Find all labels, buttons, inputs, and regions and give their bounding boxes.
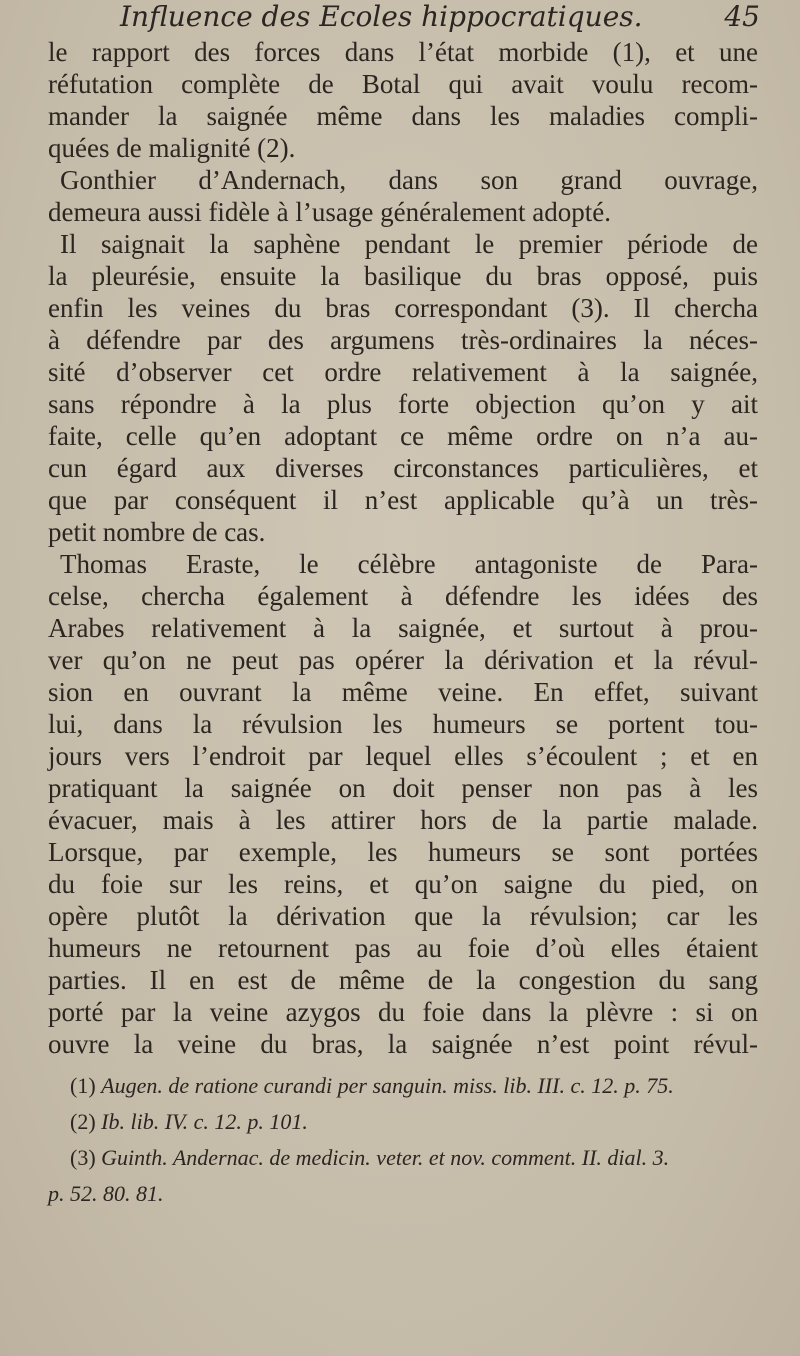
footnote (48, 1068, 758, 1104)
text-line: sans répondre à la plus forte objection qu’on y ait (48, 389, 758, 419)
text-line: pratiquant la saignée on doit penser non pas à les (48, 773, 758, 803)
text-line: humeurs ne retournent pas au foie d’où elles étaient (48, 933, 758, 963)
text-line: que par conséquent il n’est applicable qu’à un très- (48, 485, 758, 515)
text-line: réfutation complète de Botal qui avait voulu recom- (48, 69, 758, 99)
text-line: Arabes relativement à la saignée, et surtout à prou- (48, 613, 758, 643)
footnote-marker: (1) (70, 1073, 96, 1098)
text-line: enfin les veines du bras correspondant (3). Il chercha (48, 293, 758, 323)
text-line: sion en ouvrant la même veine. En effet, suivant (48, 677, 758, 707)
text-line: Lorsque, par exemple, les humeurs se sont portées (48, 837, 758, 867)
text-line: Gonthier d’Andernach, dans son grand ouvrage, (60, 165, 758, 195)
text-line: à défendre par des argumens très-ordinaires la néces- (48, 325, 758, 355)
body-text (48, 36, 758, 1060)
text-line: porté par la veine azygos du foie dans la plèvre : si on (48, 997, 758, 1027)
text-line: cun égard aux diverses circonstances particulières, et (48, 453, 758, 483)
text-line: parties. Il en est de même de la congestion du sang (48, 965, 758, 995)
text-line: petit nombre de cas. (48, 517, 266, 547)
page-number: 45 (724, 0, 760, 33)
text-line: le rapport des forces dans l’état morbide (1), et une (48, 37, 758, 67)
text-line: mander la saignée même dans les maladies compli- (48, 101, 758, 131)
footnote-text: Guinth. Andernac. de medicin. veter. et nov. comment. II. dial. 3. (101, 1145, 670, 1170)
footnote (48, 1104, 758, 1140)
footnote (48, 1176, 758, 1212)
footnote-text: Augen. de ratione curandi per sanguin. miss. lib. III. c. 12. p. 75. (101, 1073, 674, 1098)
text-line: celse, chercha également à défendre les idées des (48, 581, 758, 611)
footnote-marker: (3) (70, 1145, 96, 1170)
text-line: ver qu’on ne peut pas opérer la dérivation et la révul- (48, 645, 758, 675)
text-line: du foie sur les reins, et qu’on saigne du pied, on (48, 869, 758, 899)
text-line: sité d’observer cet ordre relativement à la saignée, (48, 357, 758, 387)
running-header (120, 0, 760, 34)
text-line: lui, dans la révulsion les humeurs se portent tou- (48, 709, 758, 739)
footnotes (48, 1068, 758, 1212)
text-line: faite, celle qu’en adoptant ce même ordre on n’a au- (48, 421, 758, 451)
text-line: quées de malignité (2). (48, 133, 296, 163)
text-line: Thomas Eraste, le célèbre antagoniste de Para- (60, 549, 758, 579)
text-line: Il saignait la saphène pendant le premier période de (60, 229, 758, 259)
text-line: ouvre la veine du bras, la saignée n’est point révul- (48, 1029, 758, 1059)
header-title: Influence des Ecoles hippocratiques. (120, 0, 643, 33)
text-line: évacuer, mais à les attirer hors de la partie malade. (48, 805, 758, 835)
text-line: demeura aussi fidèle à l’usage généralement adopté. (48, 197, 611, 227)
footnote-marker: (2) (70, 1109, 96, 1134)
text-line: la pleurésie, ensuite la basilique du bras opposé, puis (48, 261, 758, 291)
footnote-text: p. 52. 80. 81. (48, 1181, 164, 1206)
text-line: opère plutôt la dérivation que la révulsion; car les (48, 901, 758, 931)
footnote (48, 1140, 758, 1176)
text-line: jours vers l’endroit par lequel elles s’écoulent ; et en (48, 741, 758, 771)
footnote-text: Ib. lib. IV. c. 12. p. 101. (101, 1109, 308, 1134)
